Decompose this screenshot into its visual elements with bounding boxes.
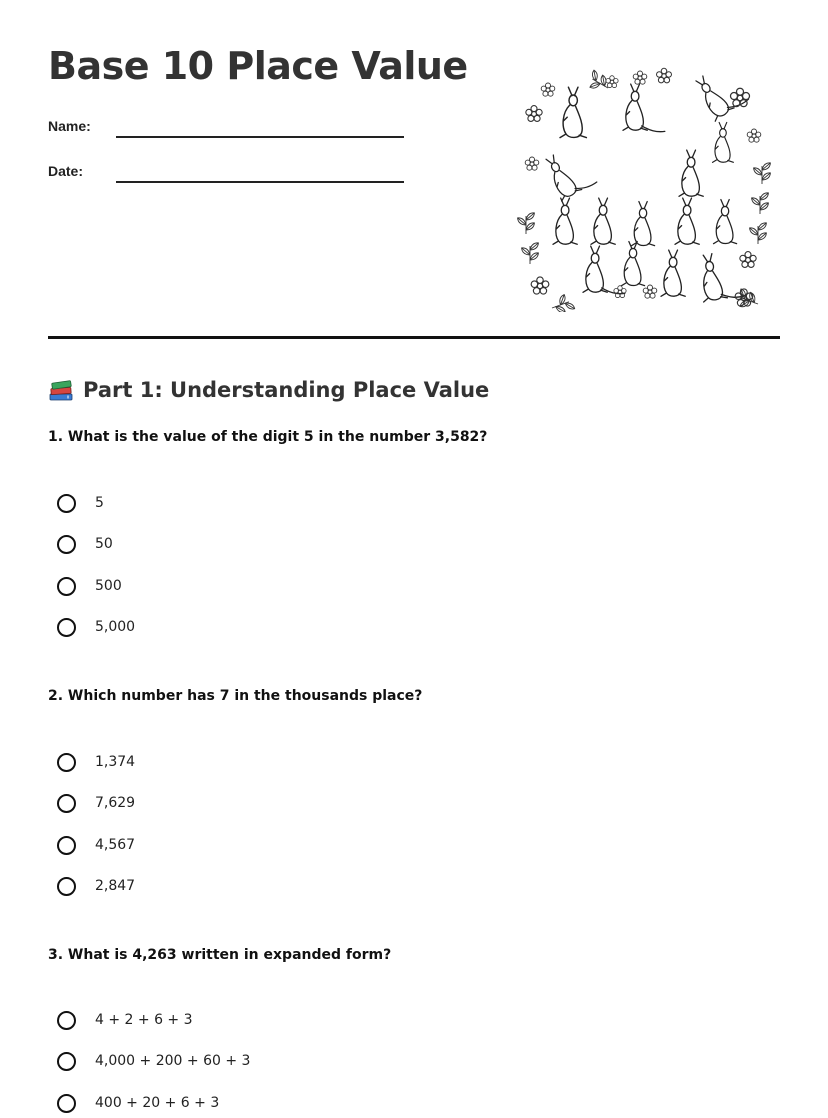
- option-label: 1,374: [95, 754, 136, 770]
- radio-button[interactable]: [57, 877, 76, 896]
- name-line[interactable]: [116, 136, 404, 138]
- q1-option-b[interactable]: [57, 531, 113, 557]
- name-label: Name:: [48, 118, 91, 134]
- q2-option-a[interactable]: [57, 749, 135, 775]
- radio-button[interactable]: [57, 618, 76, 637]
- option-label: 4,567: [95, 837, 136, 853]
- option-label: 500: [95, 578, 122, 594]
- radio-button[interactable]: [57, 577, 76, 596]
- radio-button[interactable]: [57, 535, 76, 554]
- radio-button[interactable]: [57, 794, 76, 813]
- section-heading: [48, 376, 489, 404]
- option-label: 5,000: [95, 619, 136, 635]
- section-divider: [48, 336, 780, 339]
- q2-option-d[interactable]: [57, 873, 135, 899]
- radio-button[interactable]: [57, 1094, 76, 1113]
- books-icon: [48, 377, 74, 403]
- q1-option-a[interactable]: [57, 490, 104, 516]
- kangaroo-illustration: [512, 64, 776, 312]
- radio-button[interactable]: [57, 753, 76, 772]
- radio-button[interactable]: [57, 836, 76, 855]
- option-label: 5: [95, 495, 104, 511]
- q2-option-b[interactable]: [57, 790, 135, 816]
- q3-option-c[interactable]: [57, 1090, 219, 1116]
- option-label: 4 + 2 + 6 + 3: [95, 1012, 193, 1028]
- question-1: 1. What is the value of the digit 5 in the number 3,582?: [48, 429, 488, 445]
- option-label: 2,847: [95, 878, 136, 894]
- q3-option-a[interactable]: [57, 1007, 193, 1033]
- worksheet-title: Base 10 Place Value: [48, 44, 468, 88]
- option-label: 50: [95, 536, 113, 552]
- q1-option-d[interactable]: [57, 614, 135, 640]
- date-line[interactable]: [116, 181, 404, 183]
- option-label: 4,000 + 200 + 60 + 3: [95, 1053, 251, 1069]
- q2-option-c[interactable]: [57, 832, 135, 858]
- question-2: 2. Which number has 7 in the thousands place?: [48, 688, 423, 704]
- date-label: Date:: [48, 163, 84, 179]
- q1-option-c[interactable]: [57, 573, 122, 599]
- option-label: 400 + 20 + 6 + 3: [95, 1095, 220, 1111]
- radio-button[interactable]: [57, 1052, 76, 1071]
- question-3: 3. What is 4,263 written in expanded form?: [48, 947, 392, 963]
- section-title: Part 1: Understanding Place Value: [83, 378, 490, 402]
- option-label: 7,629: [95, 795, 136, 811]
- radio-button[interactable]: [57, 1011, 76, 1030]
- radio-button[interactable]: [57, 494, 76, 513]
- q3-option-b[interactable]: [57, 1048, 250, 1074]
